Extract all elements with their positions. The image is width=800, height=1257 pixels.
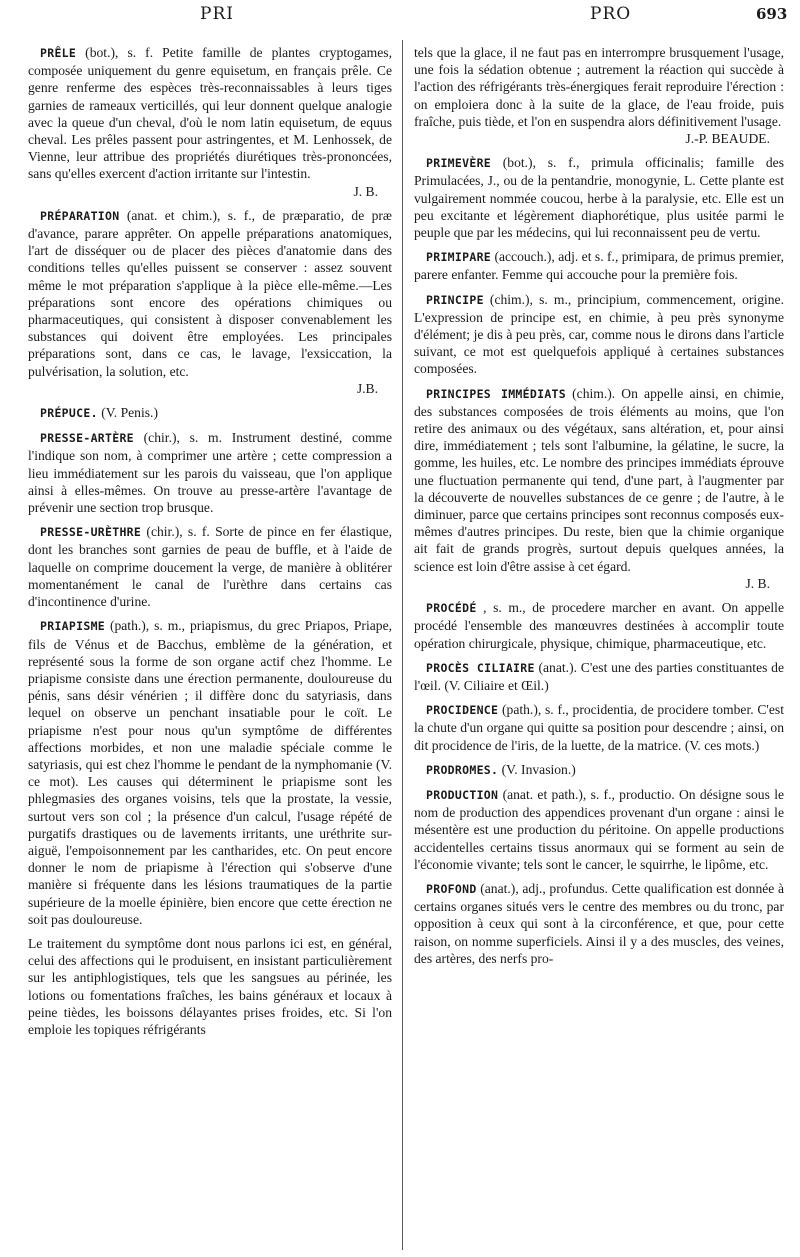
entry-headword: PRÉPUCE.	[40, 406, 98, 421]
entry-headword: PRIMEVÈRE	[426, 156, 492, 171]
entry-text: , s. m., de procedere marcher en avant. On appelle procédé l'ensemble des manœuvres destinées à accomplir toute opération chirurgicale, physique, chimique, pharmaceutique, etc.	[414, 600, 784, 651]
entry-text: (chir.), s. f. Sorte de pince en fer élastique, dont les branches sont garnies de peau de buffle, et à l'aide de laquelle on comprime doucement la verge, de manière à oblitérer momentanément le canal de l'urèthre dans certains cas d'incontinence d'urine.	[28, 524, 392, 610]
entry-headword: PROCÉDÉ	[426, 601, 477, 616]
entry-text: Le traitement du symptôme dont nous parlons ici est, en général, celui des affections qui le produisent, en insistant particulièrement sur les antiphlogistiques, tels que les sangsues au périnée, les lotions ou fomentations fraîches, les bains généraux et locaux à peine tièdes, les boissons délayantes prises froides, etc. Si l'on emploie les topiques réfrigérants	[28, 935, 392, 1037]
entry-signature: J.-P. BEAUDE.	[685, 131, 770, 147]
entry-headword: PRODUCTION	[426, 787, 499, 802]
entry-text: (chim.). On appelle ainsi, en chimie, des substances composées de trois éléments au moins, que l'on retire des animaux ou des végétaux, sans altération, et, pour ainsi dire, immédiatement ; tels sont l'albumine, la gélatine, le sucre, la gomme, les huiles, etc. Le nombre des principes immédiats éprouve une fluctuation permanente qui tend, d'une part, à l'augmenter par la découverte de nouvelles substances de ce genre ; de l'autre, à le diminuer, parce que certains principes sont reconnus composés eux-mêmes d'autres principes. Du reste, bien que la chimie organique ait fait de grands progrès, surtout depuis quelques années, la science est loin d'être assise à cet égard.	[414, 385, 784, 574]
dictionary-entry	[414, 701, 784, 754]
dictionary-entry	[414, 786, 784, 873]
header-left-guide: PRI	[200, 4, 234, 24]
entry-text: (anat.). C'est une des parties constituantes de l'œil. (V. Ciliaire et Œil.)	[414, 659, 784, 693]
entry-text: (bot.), s. f. Petite famille de plantes cryptogames, composée uniquement du genre equisetum, en français prêle. Ce genre renferme des espèces très-reconnaissables à leurs tiges garnies de rameaux verticillés, qui leur donnent quelque analogie avec la queue d'un cheval, d'où le nom latin equisetum, de equus cheval. Les prêles passent pour astringentes, et M. Lenhossek, de Vienne, leur attribue des propriétés diurétiques très-prononcées, sans qu'elles exercent d'action irritante sur l'intestin.	[28, 45, 392, 182]
entry-text: tels que la glace, il ne faut pas en interrompre brusquement l'usage, une fois la sédation obtenue ; autrement la réaction qui succède à l'action des réfrigérants très-énergiques ferait reproduire l'érection : on emploiera donc à la suite de la glace, de l'eau froide, puis fraîche, puis tiède, et l'on en suspendra alors définitivement l'usage.	[414, 45, 784, 129]
dictionary-entry	[414, 385, 784, 592]
entry-text: (bot.), s. f., primula officinalis; famille des Primulacées, J., ou de la pentandrie, monogynie, L. Cette plante est vulgairement nommée coucou, herbe à la paralysie, etc. Elle est un peu excitante et légèrement diaphorétique, plus usitée parmi le peuple que par les médecins, qui lui reconnaissent peu de vertu.	[414, 155, 784, 241]
dictionary-entry	[28, 207, 392, 397]
dictionary-entry	[28, 617, 392, 928]
right-column	[414, 44, 784, 1249]
entry-text: (accouch.), adj. et s. f., primipara, de primus premier, parere enfanter. Femme qui accouche pour la première fois.	[414, 249, 784, 283]
entry-text: (chim.), s. m., principium, commencement, origine. L'expression de principe est, en chimie, à peu près synonyme d'élément; je dis à peu près, car, comme nous le dirons dans l'article suivant, ce mot est quelquefois appliqué à certaines substances composées.	[414, 291, 784, 377]
entry-headword: PROFOND	[426, 881, 477, 896]
column-divider	[402, 40, 403, 1250]
entry-text: (anat. et chim.), s. f., de præparatio, de præ d'avance, parare apprêter. On appelle préparations anatomiques, l'art de disséquer ou de placer des pièces d'anatomie dans des conditions telles qu'elles puissent se conserver : assez souvent même le mot préparation s'applique à la pièce elle-même.—Les préparations sont encore des opérations chimiques ou pharmaceutiques, qui consistent à disposer convenablement les substances qui doivent être employées. Les principales préparations sont, dans ce cas, le lavage, l'exsiccation, la pulvérisation, la solution, etc.	[28, 207, 392, 379]
dictionary-entry	[28, 404, 392, 422]
entry-headword: PRINCIPE	[426, 292, 484, 307]
entry-signature: J.B.	[356, 380, 378, 396]
entry-text: (path.), s. f., procidentia, de procidere tomber. C'est la chute d'un organe qui quitte sa position pour descendre ; ainsi, on dit procidence de l'iris, de la luette, de la matrice. (V. ces mots.)	[414, 702, 784, 753]
entry-headword: PRODROMES.	[426, 762, 499, 777]
entry-signature: J. B.	[353, 183, 378, 199]
header-right-guide: PRO	[590, 4, 632, 24]
running-header	[0, 0, 800, 34]
entry-headword: PRIAPISME	[40, 619, 106, 634]
entry-signature: J. B.	[745, 575, 770, 591]
entry-headword: PRÉPARATION	[40, 208, 120, 223]
entry-headword: PRIMIPARE	[426, 250, 492, 265]
dictionary-entry	[414, 291, 784, 378]
entry-text: (chir.), s. m. Instrument destiné, comme l'indique son nom, à comprimer une artère ; cette compression a lieu immédiatement sur les parois du vaisseau, que l'on applique ainsi à elles-mêmes. On trouve au presse-artère l'avantage de prévenir une section trop brusque.	[28, 430, 392, 516]
dictionary-entry	[28, 44, 392, 200]
entry-headword: PRINCIPES IMMÉDIATS	[426, 386, 566, 401]
left-column	[28, 44, 392, 1249]
entry-headword: PRÊLE	[40, 46, 77, 60]
entry-headword: PROCÈS CILIAIRE	[426, 660, 535, 675]
dictionary-entry	[414, 154, 784, 241]
dictionary-entry	[28, 935, 392, 1038]
dictionary-entry	[414, 659, 784, 694]
entry-headword: PRESSE-ARTÈRE	[40, 431, 134, 446]
dictionary-entry	[414, 880, 784, 967]
entry-text: (anat. et path.), s. f., productio. On désigne sous le nom de production des appendices provenant d'un organe : ainsi le mésentère est une production du péritoine. On appelle productions accidentelles certains tissus anormaux qui se forment au sein de l'économie vivante; tels sont le cancer, le squirrhe, le lipôme, etc.	[414, 786, 784, 872]
dictionary-entry	[414, 44, 784, 147]
page-number: 693	[756, 5, 788, 23]
entry-text: (V. Invasion.)	[501, 761, 576, 777]
entry-text: (path.), s. m., priapismus, du grec Priapos, Priape, fils de Vénus et de Bacchus, emblème de la génération, et représenté sous la forme de son organe actif chez l'homme. Le priapisme consiste dans une érection permanente, douloureuse du pénis, sans désir vénérien ; il diffère donc du satyriasis, dans lequel on observe un penchant insatiable pour le coït. Le priapisme n'est pour nous qu'un symptôme de différentes affections morbides, et non une maladie spéciale comme le satyriasis, qui est chez l'homme le pendant de la nymphomanie (V. ce mot). Les causes qui déterminent le priapisme sont les phlegmasies des organes voisins, tels que la prostate, la vessie, surtout vers son col ; la présence d'un calcul, l'usage répété de purgatifs drastiques ou de lavements irritants, une uréthrite sur-aiguë, l'empoisonnement par les cantharides, etc. On peut encore donner le nom de priapisme à l'érection qui s'observe d'une manière si fréquente dans les lésions traumatiques de la partie supérieure de la moelle épinière, bien encore que cette érection ne soit pas douloureuse.	[28, 618, 392, 927]
entry-headword: PRESSE-URÈTHRE	[40, 525, 142, 540]
entry-headword: PROCIDENCE	[426, 703, 499, 718]
dictionary-entry	[414, 761, 784, 779]
dictionary-entry	[414, 599, 784, 652]
dictionary-entry	[28, 429, 392, 516]
entry-text: (V. Penis.)	[101, 405, 158, 421]
dictionary-entry	[28, 523, 392, 610]
entry-text: (anat.), adj., profundus. Cette qualification est donnée à certains organes situés vers le centre des membres ou du tronc, par opposition à ceux qui sont à la circonférence, et que, pour cette raison, on nomme superficiels. Ainsi il y a des muscles, des veines, des artères, des nerfs pro-	[414, 880, 784, 966]
dictionary-entry	[414, 248, 784, 283]
